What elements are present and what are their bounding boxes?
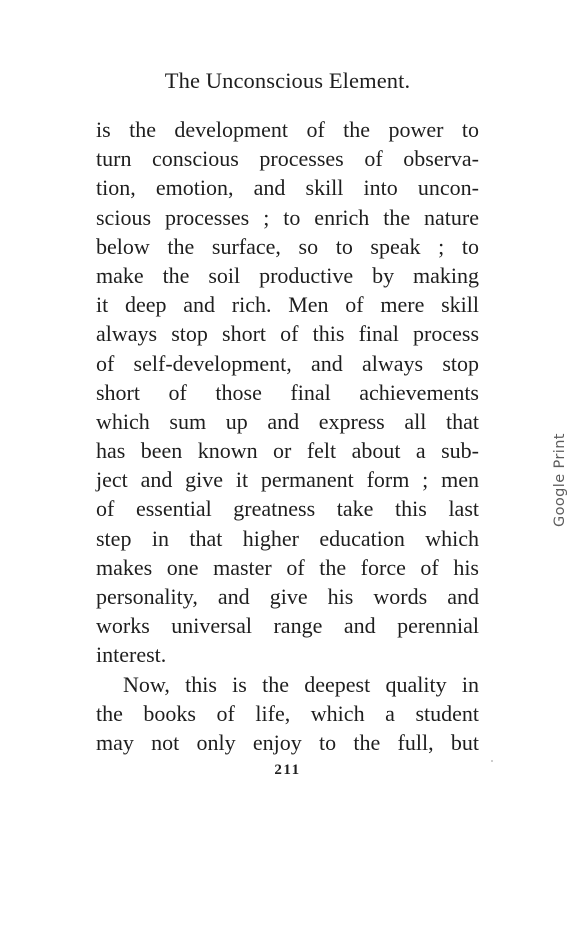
text-line: the books of life, which a student — [96, 700, 479, 726]
text-line: which sum up and express all that — [96, 408, 479, 434]
text-line: scious processes ; to enrich the nature — [96, 204, 479, 230]
page-number: 211 — [274, 762, 301, 778]
text-line: is the development of the power to — [96, 117, 479, 142]
text-line: make the soil productive by making — [96, 262, 479, 288]
text-line: tion, emotion, and skill into uncon- — [96, 175, 479, 201]
text-line: below the surface, so to speak ; to — [96, 233, 479, 259]
running-head: The Unconscious Element. — [164, 68, 411, 93]
text-line: ject and give it permanent form ; men — [96, 467, 479, 493]
google-print-watermark: Google Print — [552, 433, 568, 527]
text-line: of self-development, and always stop — [96, 350, 479, 376]
text-line: personality, and give his words and — [96, 584, 479, 609]
text-line: has been known or felt about a sub- — [96, 438, 479, 464]
body-text — [96, 115, 479, 757]
text-line: always stop short of this final process — [96, 321, 479, 347]
text-line: short of those final achievements — [96, 379, 479, 405]
text-line: step in that higher education which — [96, 525, 479, 551]
text-line: works universal range and perennial — [96, 613, 479, 639]
text-line: makes one master of the force of his — [96, 554, 479, 580]
text-line: may not only enjoy to the full, but — [96, 729, 479, 755]
scan-speck — [491, 760, 493, 762]
text-line: Now, this is the deepest quality in — [123, 671, 479, 697]
text-line: turn conscious processes of observa- — [96, 146, 479, 172]
text-line: interest. — [96, 642, 167, 668]
text-line: of essential greatness take this last — [96, 496, 479, 522]
text-line: it deep and rich. Men of mere skill — [96, 292, 479, 318]
